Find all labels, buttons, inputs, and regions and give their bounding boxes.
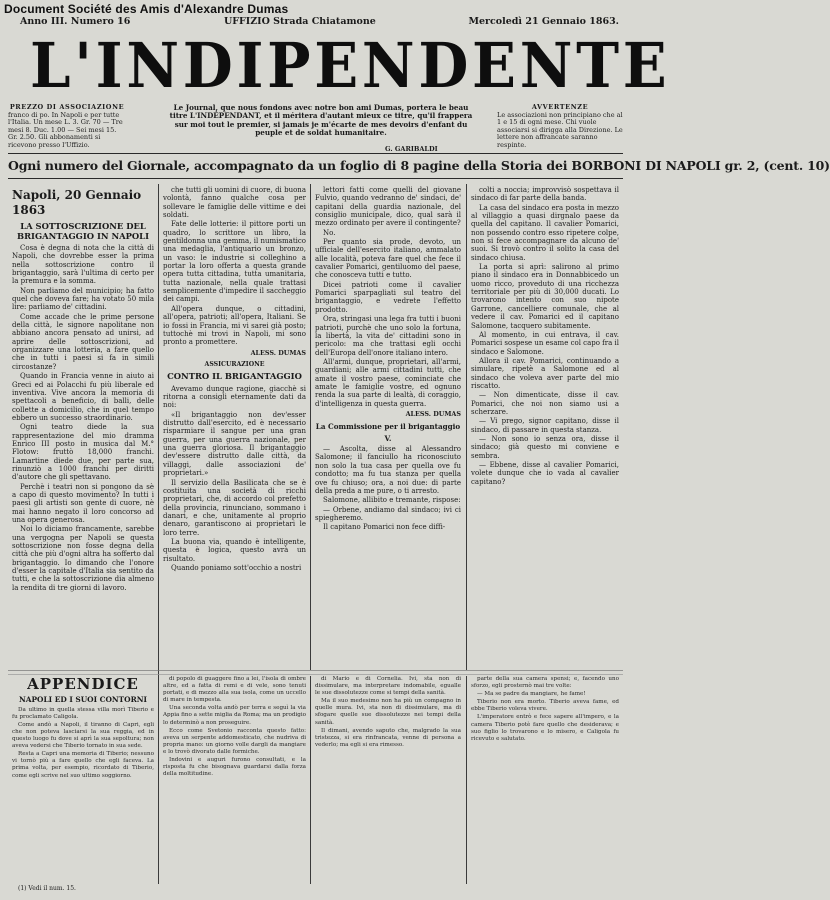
paragraph: Dicei patrioti come il cavalier Pomarici sparpagliati sul teatro del brigantaggio, e vedrete l'effetto prodotto. <box>315 280 461 314</box>
paragraph: Perchè i teatri non si pongono da sè a capo di questo movimento? In tutti i paesi gli artisti son gente di cuore, nè mai hanno negato il loro concorso ad una opera generosa. <box>12 482 154 524</box>
feuilleton-column-3 <box>315 676 461 886</box>
article-signature: ALESS. DUMAS <box>250 348 306 357</box>
paragraph: Il dimani, avendo saputo che, malgrado la sua tristezza, si era rinfrancata, venne di persona a vederlo; ma egli si era rimesso. <box>315 727 461 748</box>
paragraph: La buona via, quando è intelligente, questa è logica, questo avrà un risultato. <box>163 537 306 563</box>
paragraph: Non parliamo del municipio; ha fatto quel che doveva fare; ha votato 50 mila lire: parliamo de' cittadini. <box>12 286 154 312</box>
paragraph: Ogni teatro diede la sua rappresentazione del mio dramma Enrico III posto in musica dal M.° Flotow: fruttò 18,000 franchi. Lamartine diede due, per parte sua, rinunziò a 1000 franchi per diritti d'autore che gli spettavano. <box>12 423 154 482</box>
notice-box <box>497 104 623 150</box>
article-signature: ALESS. DUMAS <box>405 409 461 418</box>
column-divider <box>158 184 159 884</box>
feuilleton-column-4 <box>471 676 619 886</box>
paragraph: Da ultimo in quella stessa villa morì Tiberio e fu proclamato Caligola. <box>12 706 154 720</box>
dateline: Napoli, 20 Gennaio 1863 <box>12 188 142 217</box>
paragraph: Avevamo dunque ragione, giacchè si ritorna a consigli eternamente dati da noi: <box>163 384 306 410</box>
paragraph: Ora, stringasi una lega fra tutti i buoni patrioti, purchè che uno solo la fortuna, la libertà, la vita de' cittadini sono in pericolo: ma che trattasi egli occhi dell'Europa dell'onore italiano intero. <box>315 315 461 357</box>
paragraph: Quando in Francia venne in aiuto ai Greci ed ai Polacchi fu più liberale ed inventiva. Vive ancora la memoria di spettacoli a beneficio, di balli, delle collette a domicilio, che in quel tempo ebbero un successo straordinario. <box>12 372 154 422</box>
column-divider <box>466 184 467 670</box>
appendix <box>12 676 154 886</box>
divider <box>8 153 623 154</box>
masthead-title: L'INDIPENDENTE <box>30 29 671 102</box>
paragraph: Come andò a Napoli, il tiranno di Capri, egli che non poteva lasciarsi la sua reggia, ed in questo luogo fu dove si aprì la sua sepoltura; non aveva vedersi che Tiberio tornato in sua sede. <box>12 721 154 750</box>
paragraph: Il capitano Pomarici non fece diffi- <box>323 523 446 532</box>
divider <box>8 178 623 179</box>
appendix-subtitle: NAPOLI ED I SUOI CONTORNI <box>19 695 147 705</box>
chapter-number: V. <box>384 433 392 443</box>
paragraph: parte della sua camera spensi; e, facendo uno sforzo, egli prosternò mai tre volte: <box>471 676 619 690</box>
paragraph: — Ma se padre da mangiare, he fame! <box>477 691 586 698</box>
office-address: UFFIZIO Strada Chiatamone <box>224 16 376 27</box>
paragraph: Cosa è degna di nota che la città di Napoli, che dovrebbe esser la prima nella sottoscrizione contro il brigantaggio, sarà l'ultima di certo per la premura e la somma. <box>12 244 154 286</box>
issue-date: Mercoledì 21 Gennaio 1863. <box>468 16 619 27</box>
paragraph: Tiberio non era morto. Tiberio aveva fame, ed ebbe Tiberio voleva vivere. <box>471 699 619 713</box>
paragraph: Ecco come Svetonio racconta questo fatto: aveva un serpente addomesticato, che nudriva di propria mano: un giorno volle dargli da mangiare e lo trovò divorato dalle formiche. <box>163 727 306 755</box>
paragraph: colti a noccia; improvvisò sospettava il sindaco di far parte della banda. <box>471 186 619 203</box>
document-watermark: Document Société des Amis d'Alexandre Dumas <box>4 2 289 16</box>
paragraph: lettori fatti come quelli del giovane Fulvio, quando vedranno de' sindaci, de' capitani della guardia nazionale, del consiglio municipale, dico, qual sarà il mezzo ordinato per avere il contingente? <box>315 186 461 228</box>
paragraph: che tutti gli uomini di cuore, di buona volontà, fanno qualche cosa per sollevare le famiglie delle vittime e dei soldati. <box>163 186 306 220</box>
paragraph: Una seconda volta andò per terra e seguì la via Appia fino a sette miglia da Roma; ma un prodigio lo determinò a non proseguire. <box>163 705 306 726</box>
paragraph: Il servizio della Basilicata che se è costituita una società di ricchi proprietari, che, di accordo col prefetto della provincia, rinunciano, sommano i danari, e che, unitamente al proprio denaro, garantiscono ai proprietari le loro terre. <box>163 478 306 537</box>
paragraph: All'armi, dunque, proprietari, all'armi, guardiani; alle armi cittadini tutti, che amate il vostro paese, cominciate che amate le famiglie vostre, ed ognuno renda la sua parte di lealtà, di coraggio, d'intelligenza in questa guerra. <box>315 357 461 408</box>
subscription-text: franco di po. In Napoli e per tutte l'Italia. Un mese L. 3. Gr. 70 — Tre mesi 8. Duc. 1.00 — Sei mesi 15. Gr. 2.50. Gli abbonamenti si ricevono presso l'Uffizio. <box>8 110 123 149</box>
subscription-title: PREZZO DI ASSOCIAZIONE <box>9 103 125 111</box>
appendix-body <box>12 707 154 780</box>
paragraph: Salomone, allibito e tremante, rispose: <box>323 496 461 505</box>
paragraph: — Non sono io senza ora, disse il sindaco; già questo mi conviene e sembra. <box>471 434 619 460</box>
motto: Le Journal, que nous fondons avec notre bon ami Dumas, portera le beau titre L'INDÉPENDANT, et il méritera d'autant mieux ce titre, qu'il frappera sur moi tout le premier, si jamais je m'écarte de mes devoirs d'enfant du peuple et de soldat humanitaire. <box>169 103 473 138</box>
paragraph: All'opera dunque, o cittadini, all'opera, patrioti; all'opera, Italiani. Se io fossi in Francia, mi vi sarei già posto; tuttochè mi trovi in Napoli, mi sono pronto a promettere. <box>163 304 306 347</box>
paragraph: — Ebbene, disse al cavalier Pomarici, volete dunque che io vada al cavalier capitano? <box>471 461 619 486</box>
column-divider <box>310 676 311 884</box>
feuilleton-column-2 <box>163 676 306 886</box>
paragraph: Noi lo diciamo francamente, sarebbe una vergogna per Napoli se questa sottoscrizione non fosse degna della città che più d'ogni altra ha sofferto dal brigantaggio. Io dimando che l'onore d'esser la capitale d'Italia sia sentito da tutti, e che la sottoscrizione dia almeno la rendita di tre giorni di lavoro. <box>12 525 154 592</box>
banner-notice: Ogni numero del Giornale, accompagnato da un foglio di 8 pagine della Storia dei BORBONI DI NAPOLI gr. 2, (cent. 10) <box>8 158 830 173</box>
paragraph: di popolo di guaggere fino a lei, l'isola di ombre altre, ed a fatta di remi e di vele, sono tenuti portati, e di mezzo alla sua isola, come un uccello di mare in tempesta. <box>163 676 306 704</box>
motto-signature: G. GARIBALDI <box>385 145 438 153</box>
column-3 <box>315 186 461 670</box>
paragraph: di Mario e di Cornelia. Ivi, sta non di dissimulare, ma interpretare indomabile, egualle le sue dissolutezze come si tempi della sanità. <box>315 676 461 697</box>
article-body <box>12 244 154 592</box>
article-title: CONTRO IL BRIGANTAGGIO <box>167 371 302 382</box>
column-divider <box>310 184 311 670</box>
article-title: LA SOTTOSCRIZIONE DEL BRIGANTAGGIO IN NAPOLI <box>16 221 149 241</box>
paragraph: La porta si aprì: salirono al primo piano il sindaco era in Donnabbicedo un uomo ricco, proveduto di una ricchezza territoriale per più di 30,000 ducati. Lo trovarono intento con suo nipote Garrone, cancelliere comunale, che al vedere il cav. Pomarici ed il capitano Salomone, tacquero subitamente. <box>471 263 619 330</box>
column-2 <box>163 186 306 670</box>
paragraph: Per quanto sia prode, devoto, un ufficiale dell'esercito italiano, ammalato alle località, poteva fare quel che fece il cavalier Pomarici, gentiluomo del paese, che conosceva tutti e tutto. <box>315 238 461 280</box>
paragraph: La casa del sindaco era posta in mezzo al villaggio a quasi dirgnalo paese da quella del capitano. Il cavalier Pomarici, non possendo contro esso ripetere colpe, non si fece accompagnare da alcuno de' suoi. Si trovò contro il solito la casa del sindaco chiusa. <box>471 203 619 262</box>
paragraph: Fate delle lotterie: il pittore porti un quadro, lo scrittore un libro, la gentildonna una gemma, il numismatico una medaglia, l'antiquario un bronzo, un vaso: le industrie si colleghino a portar la loro offerta a questa grande opera tutta cittadina, tutta umanitaria, tutta nazionale, nella quale trattasi semplicemente d'impedire il saccheggio dei campi. <box>163 220 306 304</box>
paragraph: — Orbene, andiamo dal sindaco; ivi ci spiegheremo. <box>315 505 461 522</box>
subscription-box <box>8 104 126 150</box>
paragraph: «Il brigantaggio non dev'esser distrutto dall'esercito, ed è necessario risparmiare il sangue per una gran guerra, per una guerra nazionale, per una guerra gloriosa. Il brigantaggio dev'essere distrutto dalle città, da villaggi, dalle associazioni de' proprietari.» <box>163 410 306 478</box>
notice-text: Le associazioni non principiano che al 1 e 15 di ogni mese. Chi vuole associarsi si dirigga alla Direzione. Le lettere non affrancate saranno respinte. <box>497 110 623 149</box>
paragraph: Allora il cav. Pomarici, continuando a simulare, ripetè a Salomone ed al sindaco che voleva aver parte del mio riscatto. <box>471 356 619 390</box>
paragraph: — Non dimenticate, disse il cav. Pomarici, che noi non siamo usi a scherzare. <box>471 391 619 416</box>
paragraph: — Ascolta, disse al Alessandro Salomone; il fanciullo ha riconosciuto non solo la tua casa per quella ove fu condotto; ma fu tua stanza per quella ove fu chiuso; ora, a noi due: di parte della preda a me pure, o ti arresto. <box>315 445 461 495</box>
paragraph: No. <box>323 228 336 237</box>
paragraph: Al momento, in cui entrava, il cav. Pomarici sospese un esame col capo fra il sindaco e Salomone. <box>471 330 619 356</box>
paragraph: Ma il suo medesimo non ha più un compagno in quelle mura. Ivi, sta non di dissimulare, ma di sfogare quelle sue dissolutezze nei tempi della sanità. <box>315 698 461 726</box>
paragraph: Come accade che le prime persone della città, le signore napolitane non abbiano ancora pensato ad unirsi, ad aprire delle sottoscrizioni, ad organizzare una lotteria, a fare quello che in tutti i paesi si fa in simili circostanze? <box>12 312 154 371</box>
notice-title: AVVERTENZE <box>531 103 589 111</box>
fold-line <box>8 670 623 675</box>
paragraph: L'imperatore entrò e fece sapere all'impero, e la camera Tiberio potè fare quello che desiderava; e suo figlio lo trovarono e lo misero, e Caligola fu ricevuto e salutato. <box>471 714 619 742</box>
appendix-title: APPENDICE <box>27 675 139 693</box>
issue-number: Anno III. Numero 16 <box>20 16 131 27</box>
column-divider <box>466 676 467 884</box>
section-label: ASSICURAZIONE <box>204 360 265 368</box>
article-title: La Commissione per il brigantaggio <box>315 422 461 432</box>
paragraph: Quando poniamo sott'occhio a nostri <box>171 563 302 572</box>
issue-line <box>20 16 619 30</box>
footnote: (1) Vedi il num. 15. <box>18 885 76 892</box>
paragraph: Resta a Capri una memoria di Tiberio; nessuno vi tornò più a fare quello che egli faceva. La prima volta, per esempio, ricordato di Tiberio, come egli scrive nel suo ultimo soggiorno. <box>12 751 154 779</box>
paragraph: Indovini e auguri furono consultati, e la risposta fu che bisognava guardarsi dalla forza della moltitudine. <box>163 757 306 778</box>
column-4 <box>471 186 619 670</box>
paragraph: — Vi prego, signor capitano, disse il sindaco, di passare in questa stanza. <box>471 417 619 434</box>
